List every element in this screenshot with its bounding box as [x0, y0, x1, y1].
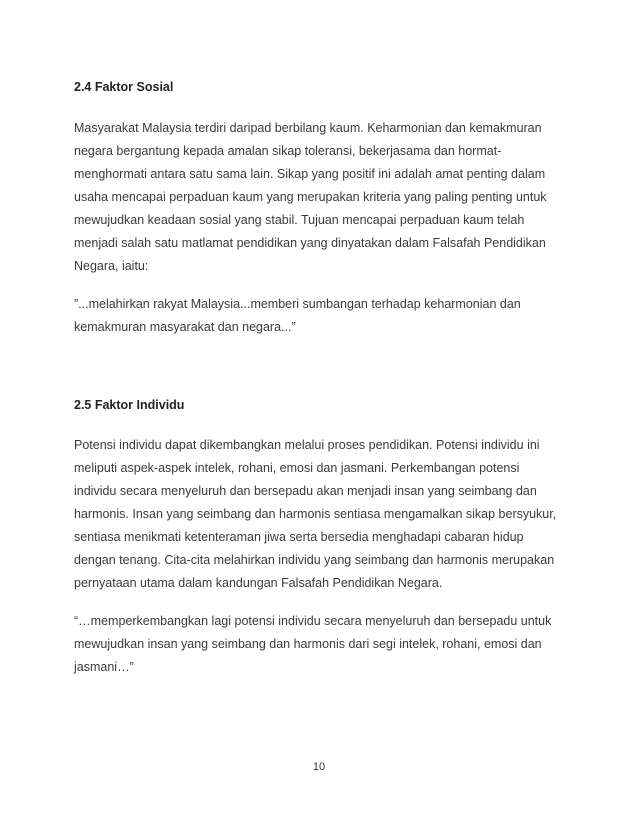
quote-line: jasmani…”	[74, 660, 134, 674]
paragraph-line: Potensi individu dapat dikembangkan melalui proses pendidikan. Potensi individu ini	[74, 438, 540, 452]
paragraph-line: harmonis. Insan yang seimbang dan harmonis sentiasa mengamalkan sikap bersyukur,	[74, 507, 557, 521]
paragraph-line: menjadi salah satu matlamat pendidikan yang dinyatakan dalam Falsafah Pendidikan	[74, 236, 546, 250]
quote-line: “…memperkembangkan lagi potensi individu secara menyeluruh dan bersepadu untuk	[74, 614, 552, 628]
paragraph-line: Masyarakat Malaysia terdiri daripad berbilang kaum. Keharmonian dan kemakmuran	[74, 121, 542, 135]
quote-line: kemakmuran masyarakat dan negara...”	[74, 320, 296, 334]
section-heading-individual: 2.5 Faktor Individu	[74, 398, 185, 412]
paragraph-line: dengan tenang. Cita-cita melahirkan individu yang seimbang dan harmonis merupakan	[74, 553, 555, 567]
paragraph-line: sentiasa menikmati ketenteraman jiwa serta bersedia menghadapi cabaran hidup	[74, 530, 524, 544]
paragraph-line: pernyataan utama dalam kandungan Falsafah Pendidikan Negara.	[74, 576, 443, 590]
paragraph-line: negara bergantung kepada amalan sikap toleransi, bekerjasama dan hormat-	[74, 144, 502, 158]
paragraph-line: meliputi aspek-aspek intelek, rohani, emosi dan jasmani. Perkembangan potensi	[74, 461, 520, 475]
paragraph-line: mewujudkan keadaan sosial yang stabil. Tujuan mencapai perpaduan kaum telah	[74, 213, 525, 227]
paragraph-line: usaha mencapai perpaduan kaum yang merupakan kriteria yang paling penting untuk	[74, 190, 547, 204]
paragraph-line: Negara, iaitu:	[74, 259, 149, 273]
quote-line: mewujudkan insan yang seimbang dan harmonis dari segi intelek, rohani, emosi dan	[74, 637, 542, 651]
paragraph-line: menghormati antara satu sama lain. Sikap yang positif ini adalah amat penting dalam	[74, 167, 546, 181]
paragraph-line: individu secara menyeluruh dan bersepadu akan menjadi insan yang seimbang dan	[74, 484, 537, 498]
quote-line: ”...melahirkan rakyat Malaysia...memberi sumbangan terhadap keharmonian dan	[74, 297, 521, 311]
section-heading-social: 2.4 Faktor Sosial	[74, 80, 174, 94]
page-number: 10	[312, 761, 326, 773]
